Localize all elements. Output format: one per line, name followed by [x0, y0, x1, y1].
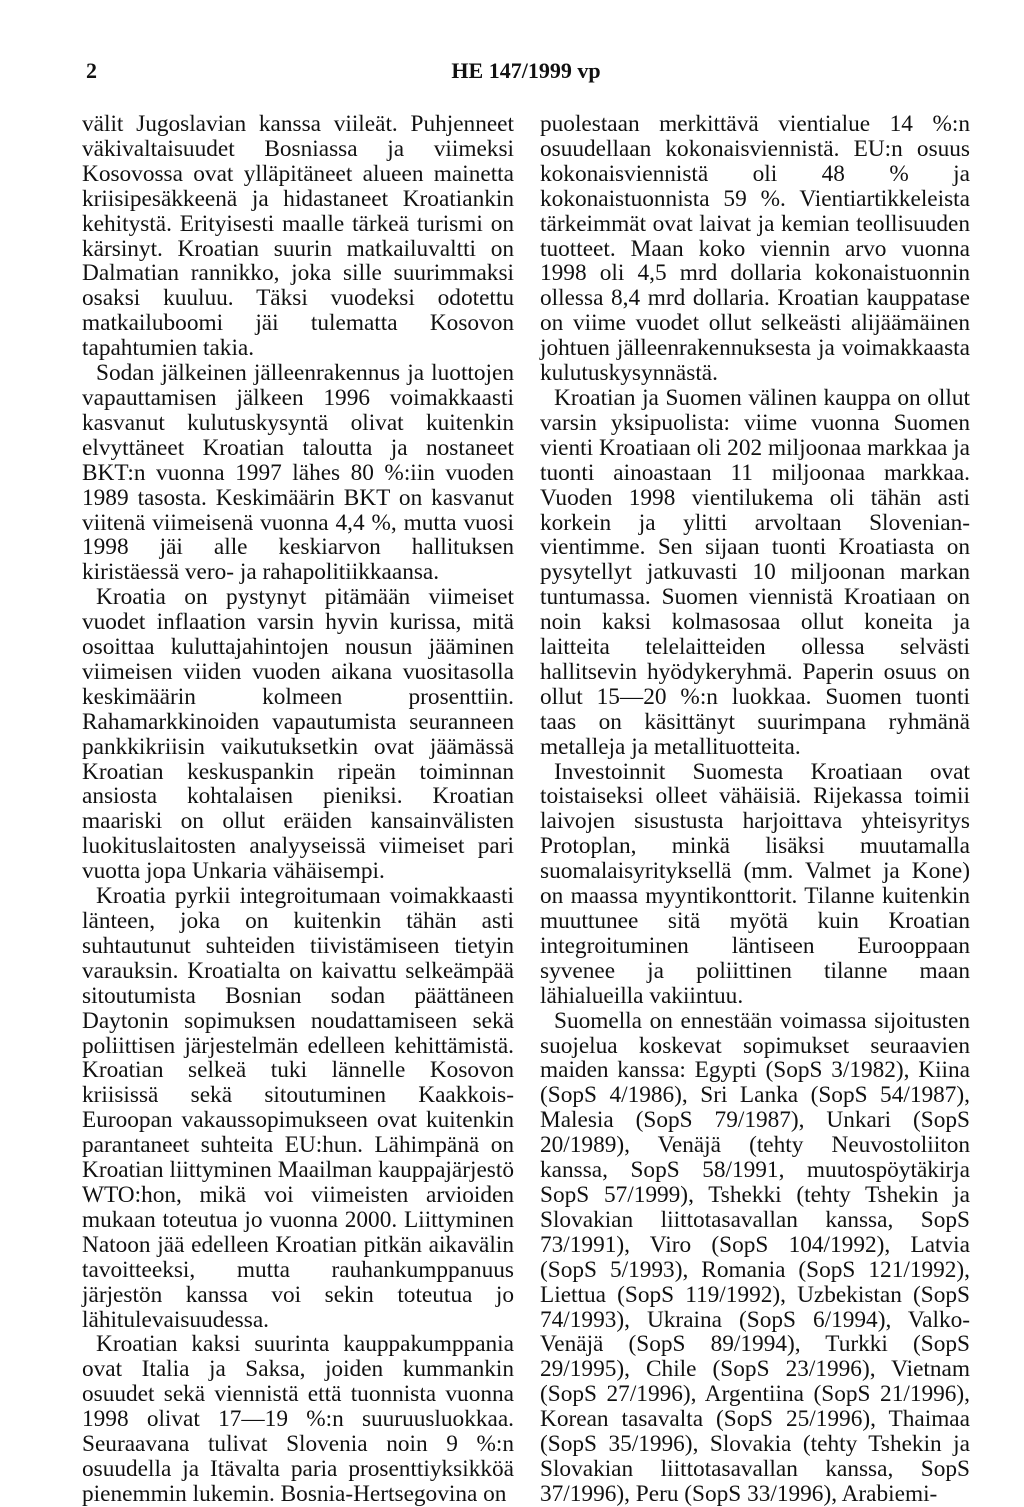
paragraph: Kroatia on pystynyt pitämään viimeiset vuodet inflaation varsin hyvin kurissa, mitä osoittaa kuluttajahintojen nousun jääminen viimeisen viiden vuoden aikana vuositasolla keskimäärin kolmeen prosenttiin. Rahamarkkinoiden vapautumista seuranneen pankkikriisin vaikutuksetkin ovat jäämässä Kroatian keskuspankin ripeän toiminnan ansiosta kohtalaisen pieniksi. Kroatian maariski on ollut eräiden kansainvälisten luokituslaitosten analyyseissä viimeiset pari vuotta jopa Unkaria vähäisempi.	[82, 584, 514, 885]
paragraph: Kroatia pyrkii integroitumaan voimakkaasti länteen, joka on kuitenkin tähän asti suhtautunut suhteiden tiivistämiseen tietyin varauksin. Kroatialta on kaivattu selkeämpää sitoutumista Bosnian sodan päättäneen Daytonin sopimuksen noudattamiseen sekä poliittisen järjestelmän edelleen kehittämistä. Kroatian selkeä tuki lännelle Kosovon kriisissä sekä sitoutuminen Kaakkois-Euroopan vakaussopimukseen ovat kuitenkin parantaneet suhteita EU:hun. Lähimpänä on Kroatian liittyminen Maailman kauppajärjestö WTO:hon, mikä voi viimeisten arvioiden mukaan toteutua jo vuonna 2000. Liittyminen Natoon jää edelleen Kroatian pitkän aikavälin tavoitteeksi, mutta rauhankumppanuus järjestön kanssa voi sekin toteutua jo lähitulevaisuudessa.	[82, 883, 514, 1333]
paragraph: Kroatian ja Suomen välinen kauppa on ollut varsin yksipuolista: viime vuonna Suomen vienti Kroatiaan oli 202 miljoonaa markkaa ja tuonti ainoastaan 11 miljoonaa markkaa. Vuoden 1998 vientilukema oli tähän asti korkein ja ylitti arvoltaan Slovenian-vientimme. Sen sijaan tuonti Kroatiasta on pysytellyt jatkuvasti 10 miljoonan markan tuntumassa. Suomen viennistä Kroatiaan on noin kaksi kolmasosaa ollut koneita ja laitteita telelaitteiden ollessa selvästi hallitsevin hyödykeryhmä. Paperin osuus on ollut 15—20 %:n luokkaa. Suomen tuonti taas on käsittänyt suurimpana ryhmänä metalleja ja metallituotteita.	[540, 384, 970, 760]
page-header	[86, 58, 966, 94]
paragraph: Sodan jälkeinen jälleenrakennus ja luottojen vapauttamisen jälkeen 1996 voimakkaasti kasvanut kulutuskysyntä olivat kuitenkin elvyttäneet Kroatian taloutta ja nostaneet BKT:n vuonna 1997 lähes 80 %:iin vuoden 1989 tasosta. Keskimäärin BKT on kasvanut viitenä viimeisenä vuonna 4,4 %, mutta vuosi 1998 jäi alle keskiarvon hallituksen kiristäessä vero- ja rahapolitiikkaansa.	[82, 360, 514, 586]
left-column	[82, 112, 514, 1507]
paragraph: Kroatian kaksi suurinta kauppakumppania ovat Italia ja Saksa, joiden kummankin osuudet sekä viennistä että tuonnista vuonna 1998 olivat 17—19 %:n suuruusluokkaa. Seuraavana tulivat Slovenia noin 9 %:n osuudella ja Itävalta paria prosenttiyksikköä pienemmin lukemin. Bosnia-Hertsegovina on	[82, 1331, 514, 1507]
paragraph: välit Jugoslavian kanssa viileät. Puhjenneet väkivaltaisuudet Bosniassa ja viimeksi Kosovossa ovat ylläpitäneet alueen mainetta kriisipesäkkeenä ja hidastaneet Kroatiankin kehitystä. Erityisesti maalle tärkeä turismi on kärsinyt. Kroatian suurin matkailuvaltti on Dalmatian rannikko, joka sille suurimmaksi osaksi kuuluu. Täksi vuodeksi odotettu matkailuboomi jäi tulematta Kosovon tapahtumien takia.	[82, 111, 514, 362]
paragraph: Investoinnit Suomesta Kroatiaan ovat toistaiseksi olleet vähäisiä. Rijekassa toimii laivojen sisustusta harjoittava yhteisyritys Protoplan, minkä lisäksi muutamalla suomalaisyrityksellä (mm. Valmet ja Kone) on maassa myyntikonttorit. Tilanne kuitenkin muuttunee sitä myötä kuin Kroatian integroituminen läntiseen Eurooppaan syvenee ja poliittinen tilanne maan lähialueilla vakiintuu.	[540, 758, 970, 1009]
paragraph: Suomella on ennestään voimassa sijoitusten suojelua koskevat sopimukset seuraavien maiden kanssa: Egypti (SopS 3/1982), Kiina (SopS 4/1986), Sri Lanka (SopS 54/1987), Malesia (SopS 79/1987), Unkari (SopS 20/1989), Venäjä (tehty Neuvostoliiton kanssa, SopS 58/1991, muutospöytäkirja SopS 57/1999), Tshekki (tehty Tshekin ja Slovakian liittotasavallan kanssa, SopS 73/1991), Viro (SopS 104/1992), Latvia (SopS 5/1993), Romania (SopS 121/1992), Liettua (SopS 119/1992), Uzbekistan (SopS 74/1993), Ukraina (SopS 6/1994), Valko-Venäjä (SopS 89/1994), Turkki (SopS 29/1995), Chile (SopS 23/1996), Vietnam (SopS 27/1996), Argentiina (SopS 21/1996), Korean tasavalta (SopS 25/1996), Thaimaa (SopS 35/1996), Slovakia (tehty Tshekin ja Slovakian liittotasavallan kanssa, SopS 37/1996), Peru (SopS 33/1996), Arabiemi-	[540, 1007, 970, 1507]
paragraph: puolestaan merkittävä vientialue 14 %:n osuudellaan kokonaisviennistä. EU:n osuus kokonaisviennistä oli 48 % ja kokonaistuonnista 59 %. Vientiartikkeleista tärkeimmät ovat laivat ja kemian teollisuuden tuotteet. Maan koko viennin arvo vuonna 1998 oli 4,5 mrd dollaria kokonaistuonnin ollessa 8,4 mrd dollaria. Kroatian kauppatase on viime vuodet ollut selkeästi alijäämäinen johtuen jälleenrakennuksesta ja voimakkaasta kulutuskysynnästä.	[540, 111, 970, 387]
right-column	[540, 112, 970, 1507]
page-number: 2	[86, 58, 97, 83]
document-id: HE 147/1999 vp	[451, 58, 601, 83]
